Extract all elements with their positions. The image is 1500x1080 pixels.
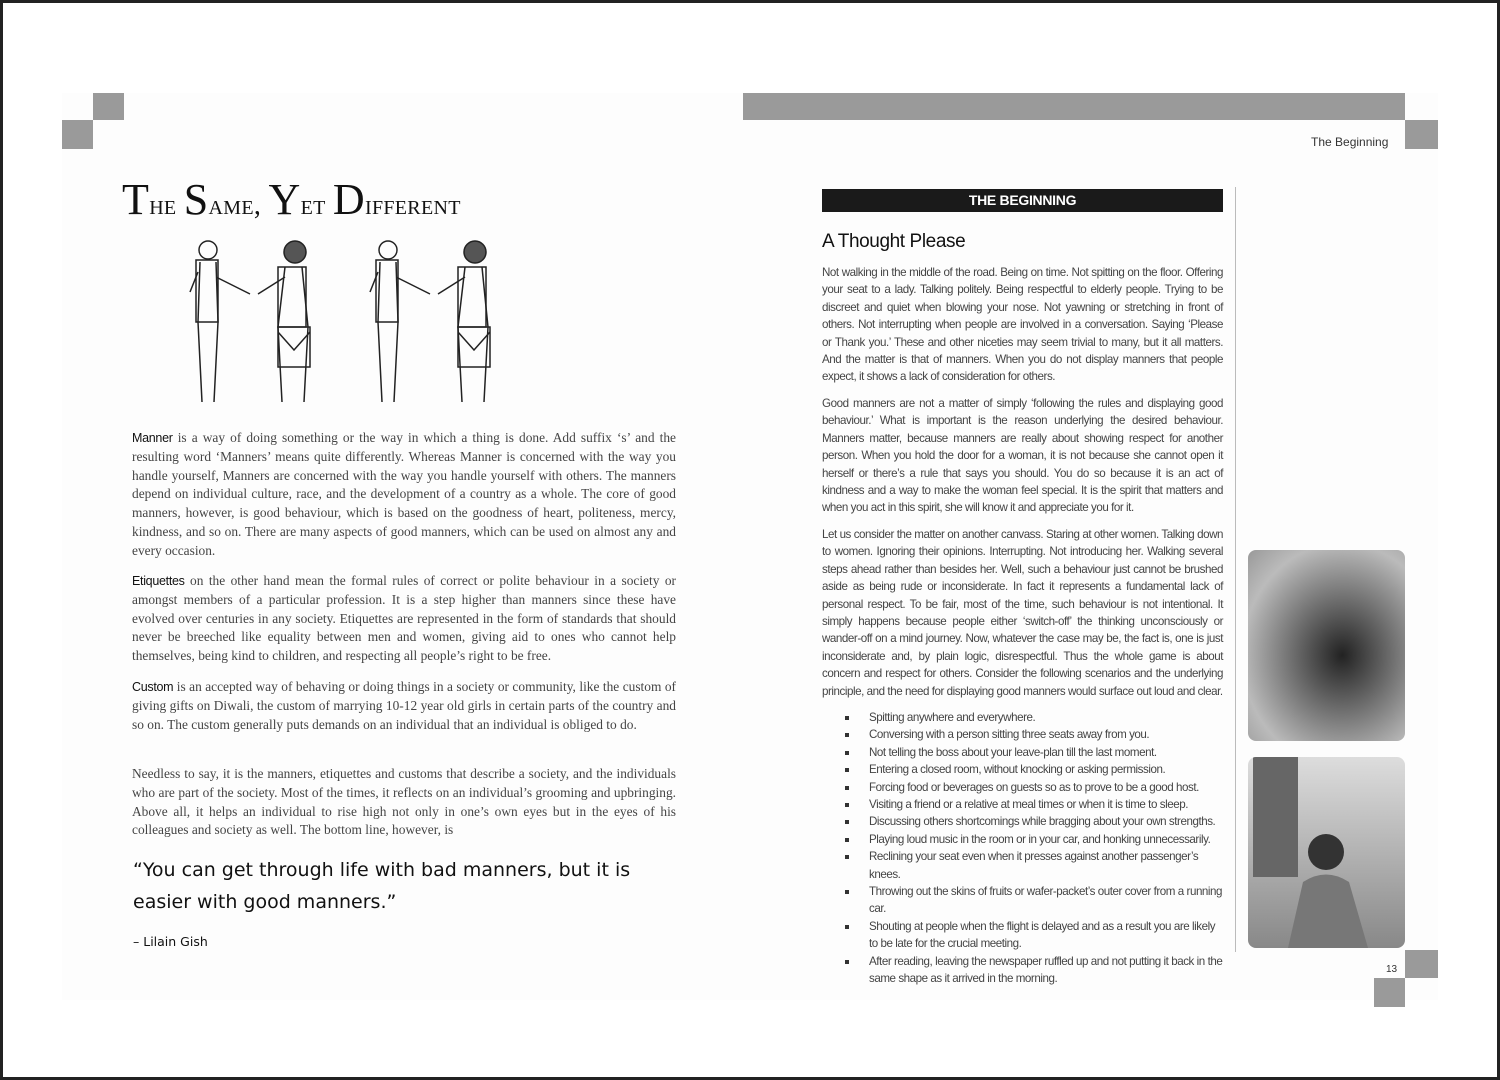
list-item: Discussing others shortcomings while bragging about your own strengths.	[845, 813, 1225, 830]
decor-square	[62, 120, 93, 149]
paragraph-custom: Custom is an accepted way of behaving or doing things in a society or community, like the custom of giving gifts on Diwali, the custom of marrying 10-12 year old girls in certain parts of the country and so on. The custom generally puts demands on an individual that an individual is obliged to do.	[132, 679, 676, 732]
paragraph-manner: Manner is a way of doing something or the way in which a thing is done. Add suffix ‘s’ and the resulting word ‘Manners’ means quite differently. Whereas Manner is concerned with the way you handle yourself, Manners are concerned with the way you handle yourself with others. The manners depend on individual culture, race, and the development of a country as a whole. The core of good manners, however, is good behaviour, which is based on the goodness of heart, politeness, mercy, kindness, and so on. There are many aspects of good manners, which can be used on almost any and every occasion.	[132, 430, 676, 558]
list-item: After reading, leaving the newspaper ruffled up and not putting it back in the same shape as it arrived in the morning.	[845, 953, 1225, 988]
list-item: Visiting a friend or a relative at meal times or when it is time to sleep.	[845, 796, 1225, 813]
woman-figure-image	[1248, 757, 1405, 948]
column-divider	[1235, 187, 1236, 952]
decor-square	[1405, 950, 1438, 978]
quote: “You can get through life with bad manners, but it is easier with good manners.”	[133, 859, 631, 913]
paragraph: Not walking in the middle of the road. Being on time. Not spitting on the floor. Offering your seat to a lady. Talking politely. Being respectful to elderly people. Trying to be discreet and quiet when blowing your nose. Not yawning or stretching in front of others. Not interrupting when people are involved in a conversation. Saying ‘Please or Thank you.’ These and other niceties may seem trivial to many, but it all matters. And the matter is that of manners. When you do not display manners that people expect, it shows a lack of consideration for others.	[822, 266, 1223, 384]
term-custom: Custom	[132, 680, 174, 694]
list-item: Spitting anywhere and everywhere.	[845, 709, 1225, 726]
list-item: Forcing food or beverages on guests so as to prove to be a good host.	[845, 779, 1225, 796]
quote-author: – Lilain Gish	[133, 934, 208, 949]
running-head: The Beginning	[1311, 135, 1389, 149]
decor-square	[1374, 978, 1405, 1007]
scenario-list	[845, 709, 1225, 988]
paragraph-conclusion: Needless to say, it is the manners, etiquettes and customs that describe a society, and the individuals who are part of the society. Most of the times, it reflects on an individual’s grooming and upbringing. Above all, it helps an individual to rise high not only in one’s own eyes but in the eyes of his colleagues and society as well. The bottom line, however, is	[132, 766, 676, 838]
page-title: The Same, Yet Different	[122, 175, 461, 224]
paragraph-etiquettes: Etiquettes on the other hand mean the formal rules of correct or polite behaviour in a society or amongst members of a particular profession. It is a step higher than manners since these have evolved over centuries in any society. Etiquettes are represented in the form of standards that should never be breeched like equality between men and women, giving aid to ones who cannot help themselves, being kind to children, and respecting all people’s right to be free.	[132, 573, 676, 664]
list-item: Shouting at people when the flight is delayed and as a result you are likely to be late for the crucial meeting.	[845, 918, 1225, 953]
decor-square	[1405, 120, 1438, 149]
decor-square	[93, 93, 124, 120]
term-manner: Manner	[132, 431, 173, 445]
woman-photo	[1248, 757, 1405, 948]
list-item: Not telling the boss about your leave-plan till the last moment.	[845, 744, 1225, 761]
list-item: Conversing with a person sitting three seats away from you.	[845, 726, 1225, 743]
blurred-photo	[1248, 550, 1405, 741]
header-bar	[743, 93, 1405, 120]
list-item: Throwing out the skins of fruits or wafer-packet’s outer cover from a running car.	[845, 883, 1225, 918]
term-etiquettes: Etiquettes	[132, 574, 185, 588]
list-item: Entering a closed room, without knocking or asking permission.	[845, 761, 1225, 778]
list-item: Reclining your seat even when it presses against another passenger’s knees.	[845, 848, 1225, 883]
section-banner: THE BEGINNING	[822, 189, 1223, 212]
list-item: Playing loud music in the room or in your car, and honking unnecessarily.	[845, 831, 1225, 848]
page-number: 13	[1386, 964, 1398, 975]
paragraph: Good manners are not a matter of simply ‘following the rules and displaying good behaviour.’ What is important is the reason underlying the desired behaviour. Manners matter, because manners are really about showing respect for another person. When you hold the door for a woman, it is not because she cannot open it herself or there’s a rule that says you should. You do so because it is an act of kindness and a way to make the woman feel special. It is the spirit that matters and when you act in this spirit, she will know it and appreciate you for it.	[822, 397, 1223, 515]
handshake-illustration	[180, 232, 510, 412]
paragraph: Let us consider the matter on another canvass. Staring at other women. Talking down to women. Ignoring their opinions. Interrupting. Not introducing her. Walking several steps ahead rather than besides her. Well, such a behaviour just cannot be brushed aside as being rude or inconsiderate. In fact it represents a fundamental lack of personal respect. To be fair, most of the time, such behaviour is not intentional. It simply happens because people either ‘switch-off’ the thinking unconsciously or wander-off on a mind journey. Now, whatever the case may be, the fact is, one is just inconsiderate and, by plain logic, disrespectful. Thus the whole game is about concern and respect for others. Consider the following scenarios and the underlying principle, and the need for displaying good manners would surface out loud and clear.	[822, 528, 1223, 698]
section-heading: A Thought Please	[822, 231, 966, 252]
